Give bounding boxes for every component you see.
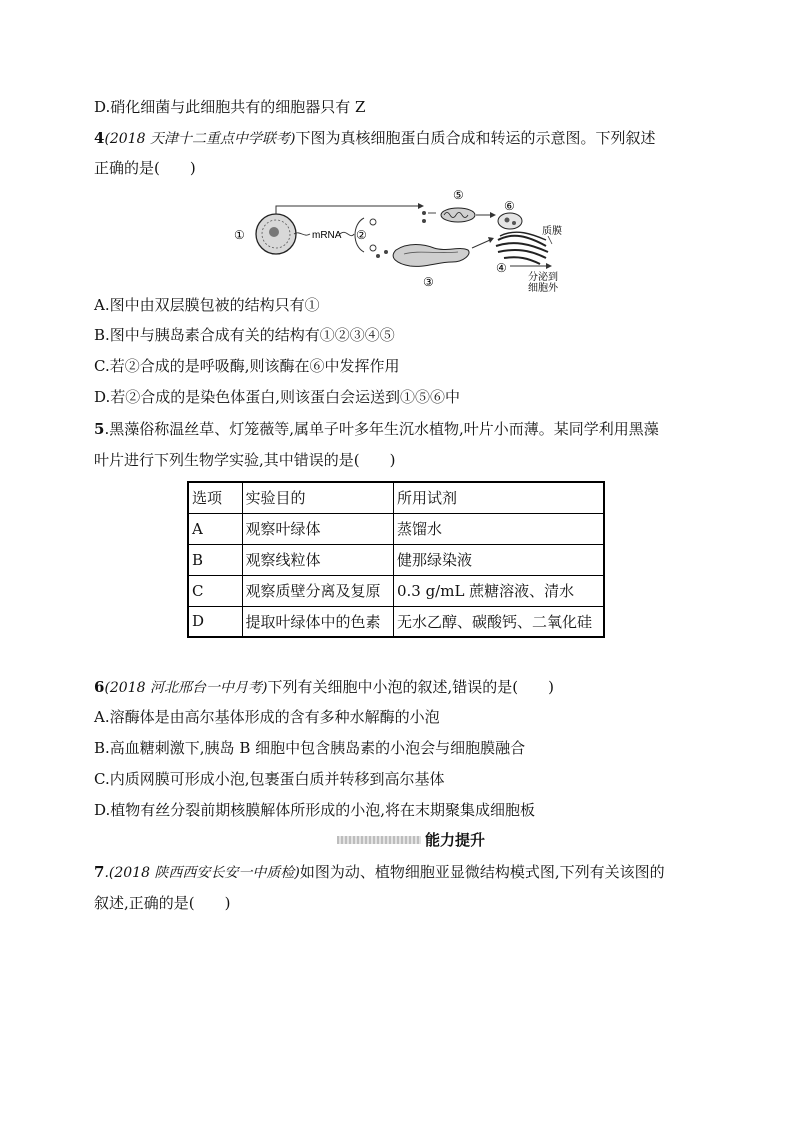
secrete-label-a: 分泌到 [528,272,558,283]
q4-option-c: C.若②合成的是呼吸酶,则该酶在⑥中发挥作用 [94,357,400,375]
q6-option-d: D.植物有丝分裂前期核膜解体所形成的小泡,将在末期聚集成细胞板 [94,801,536,819]
organelle-6-figure [498,213,522,229]
q6-option-a: A.溶酶体是由高尔基体形成的含有多种水解酶的小泡 [94,708,440,726]
ribosome-icon [370,219,376,225]
label-3: ③ [423,275,434,289]
q6-option-c: C.内质网膜可形成小泡,包裹蛋白质并转移到高尔基体 [94,770,445,788]
table-cell: 观察叶绿体 [242,513,393,544]
q5-stem-line2: 叶片进行下列生物学实验,其中错误的是( ) [94,451,396,469]
nucleus-figure [256,214,296,254]
q7-stem-a: 如图为动、植物细胞亚显微结构模式图,下列有关该图的 [299,863,665,881]
table-cell: A [188,513,242,544]
q3-option-d: D.硝化细菌与此细胞共有的细胞器只有 Z [94,98,366,116]
label-6: ⑥ [504,199,515,213]
ribosome-icon [422,219,426,223]
arrow-head [490,212,496,218]
mitochondrion-figure [441,208,475,222]
q6-stem-text: 下列有关细胞中小泡的叙述,错误的是( ) [267,678,554,696]
ribosome-icon [370,245,376,251]
ribosome-icon [376,254,380,258]
table-header: 所用试剂 [393,482,604,513]
mrna-tail [340,232,354,235]
q4-source: (2018 天津十二重点中学联考) [104,131,296,147]
table-header: 选项 [188,482,242,513]
label-4: ④ [496,261,507,275]
q5-stem-a: .黑藻俗称温丝草、灯笼薇等,属单子叶多年生沉水植物,叶片小而薄。某同学利用黑藻 [104,420,659,438]
arrow-line [472,240,490,248]
table-header: 实验目的 [242,482,393,513]
label-2: ② [356,228,367,242]
q6-number: 6 [94,678,105,696]
ribosome-icon [422,211,426,215]
q4-option-d: D.若②合成的是染色体蛋白,则该蛋白会运送到①⑤⑥中 [94,388,461,406]
golgi-figure [496,232,548,264]
arrow-head [418,203,424,209]
table-cell: C [188,575,242,606]
q6-stem [94,677,554,698]
q7-stem-line2: 叙述,正确的是( ) [94,894,231,912]
table-row [188,544,604,575]
table-cell: D [188,606,242,637]
table-cell: 0.3 g/mL 蔗糖溶液、清水 [393,575,604,606]
q4-option-b: B.图中与胰岛素合成有关的结构有①②③④⑤ [94,326,395,344]
table-cell: 健那绿染液 [393,544,604,575]
table-cell: 提取叶绿体中的色素 [242,606,393,637]
q6-source: (2018 河北邢台一中月考) [104,680,268,696]
table-cell: 无水乙醇、碳酸钙、二氧化硅 [393,606,604,637]
q4-stem-line1 [94,128,655,149]
q4-stem-a: 下图为真核细胞蛋白质合成和转运的示意图。下列叙述 [295,129,656,147]
q6-option-b: B.高血糖刺激下,胰岛 B 细胞中包含胰岛素的小泡会与细胞膜融合 [94,739,526,757]
table-header-row [188,482,604,513]
q5-number: 5 [94,420,105,438]
table-cell: 观察线粒体 [242,544,393,575]
section-title: 能力提升 [425,831,486,849]
protein-synthesis-diagram [228,188,582,292]
q4-option-a: A.图中由双层膜包被的结构只有① [94,296,320,314]
experiment-table [187,481,605,638]
q7-number: 7 [94,863,105,881]
q5-stem-line1 [94,419,659,439]
table-cell: B [188,544,242,575]
endoplasmic-reticulum-figure [393,245,469,267]
table-row [188,575,604,606]
arrow-line-top [276,206,418,214]
mrna-label: mRNA [312,230,342,241]
table-row [188,513,604,544]
q4-number: 4 [94,129,105,147]
table-cell: 蒸馏水 [393,513,604,544]
q4-stem-line2: 正确的是( ) [94,159,196,177]
label-1: ① [234,228,245,242]
secrete-label-b: 细胞外 [528,283,558,292]
section-decor-bar [337,836,421,844]
q7-source: .(2018 陕西西安长安一中质检) [104,865,300,881]
pointer-line [548,236,552,244]
membrane-label: 质膜 [542,226,562,237]
ribosome-icon [384,250,388,254]
table-cell: 观察质壁分离及复原 [242,575,393,606]
arrow-head [546,263,552,269]
label-5: ⑤ [453,188,464,202]
table-row [188,606,604,637]
q7-stem-line1 [94,862,665,883]
